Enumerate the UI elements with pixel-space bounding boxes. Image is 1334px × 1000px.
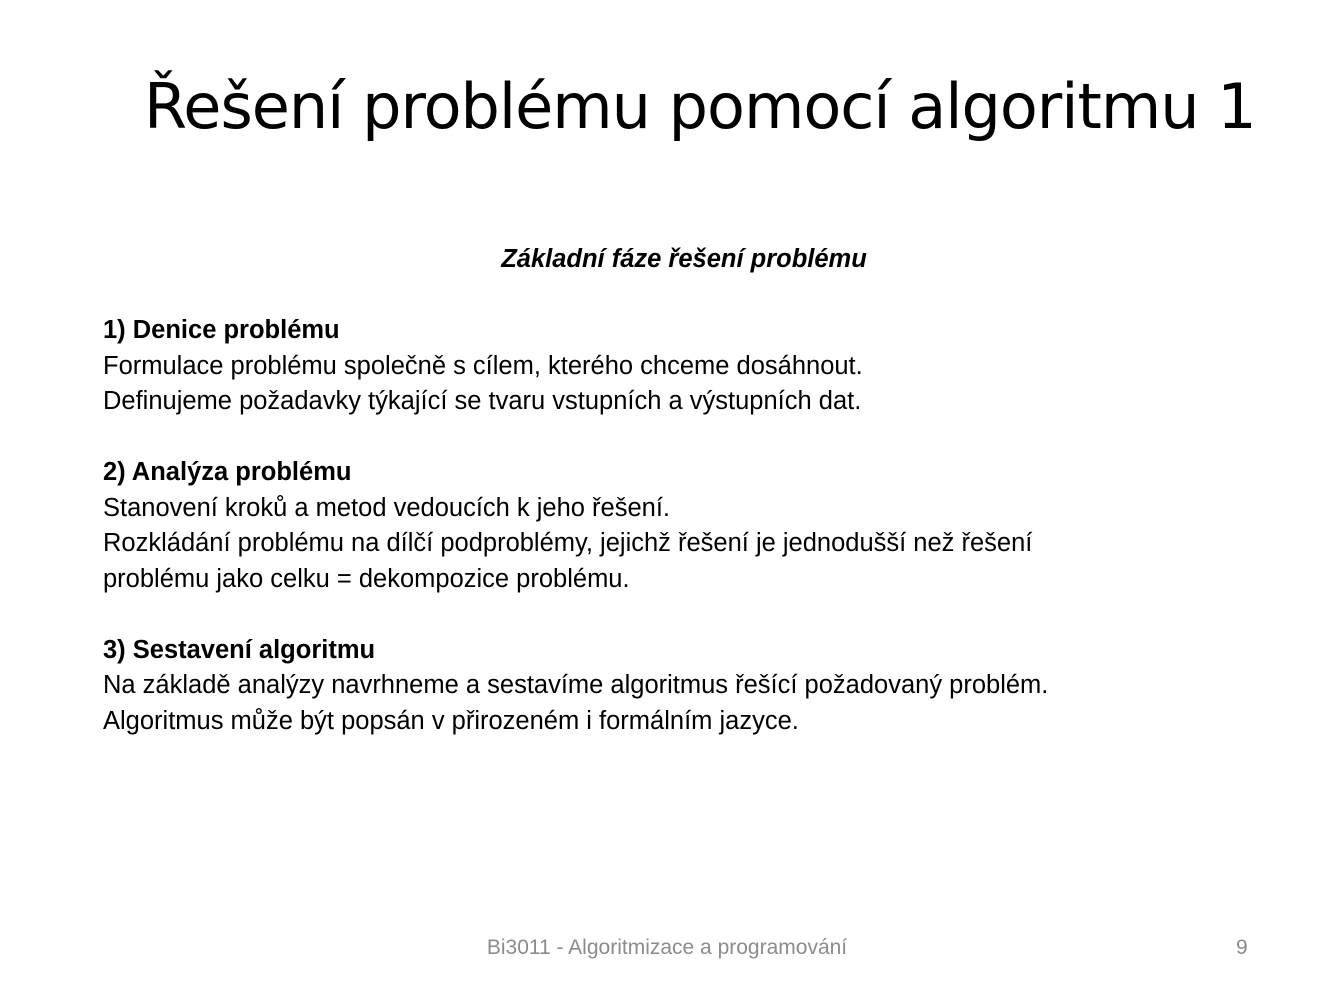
section-heading: 3) Sestavení algoritmu (103, 635, 376, 664)
slide-subtitle: Základní fáze řešení problému (501, 245, 867, 273)
section-problem-analysis (103, 455, 1303, 597)
section-problem-definition (103, 313, 1303, 420)
section-line: Rozkládání problému na dílčí podproblémy, jejichž řešení je jednodušší než řešení (103, 529, 1033, 557)
section-line: Algoritmus může být popsán v přirozeném i formálním jazyce. (103, 706, 799, 735)
section-line: Definujeme požadavky týkající se tvaru vstupních a výstupních dat. (103, 387, 862, 415)
slide-title: Řešení problému pomocí algoritmu 1 (144, 70, 1256, 143)
section-line: Stanovení kroků a metod vedoucích k jeho řešení. (103, 493, 671, 522)
section-algorithm-construction (103, 633, 1303, 740)
section-heading: 1) Denice problému (103, 316, 340, 344)
footer-course-name: Bi3011 - Algoritmizace a programování (486, 936, 848, 959)
section-line: problému jako celku = dekompozice problému. (103, 564, 630, 593)
section-line: Na základě analýzy navrhneme a sestavíme algoritmus řešící požadovaný problém. (103, 671, 1049, 699)
slide-body (103, 313, 1303, 775)
section-line: Formulace problému společně s cílem, kterého chceme dosáhnout. (103, 351, 863, 380)
page-number: 9 (1236, 936, 1248, 959)
section-heading: 2) Analýza problému (103, 458, 352, 486)
